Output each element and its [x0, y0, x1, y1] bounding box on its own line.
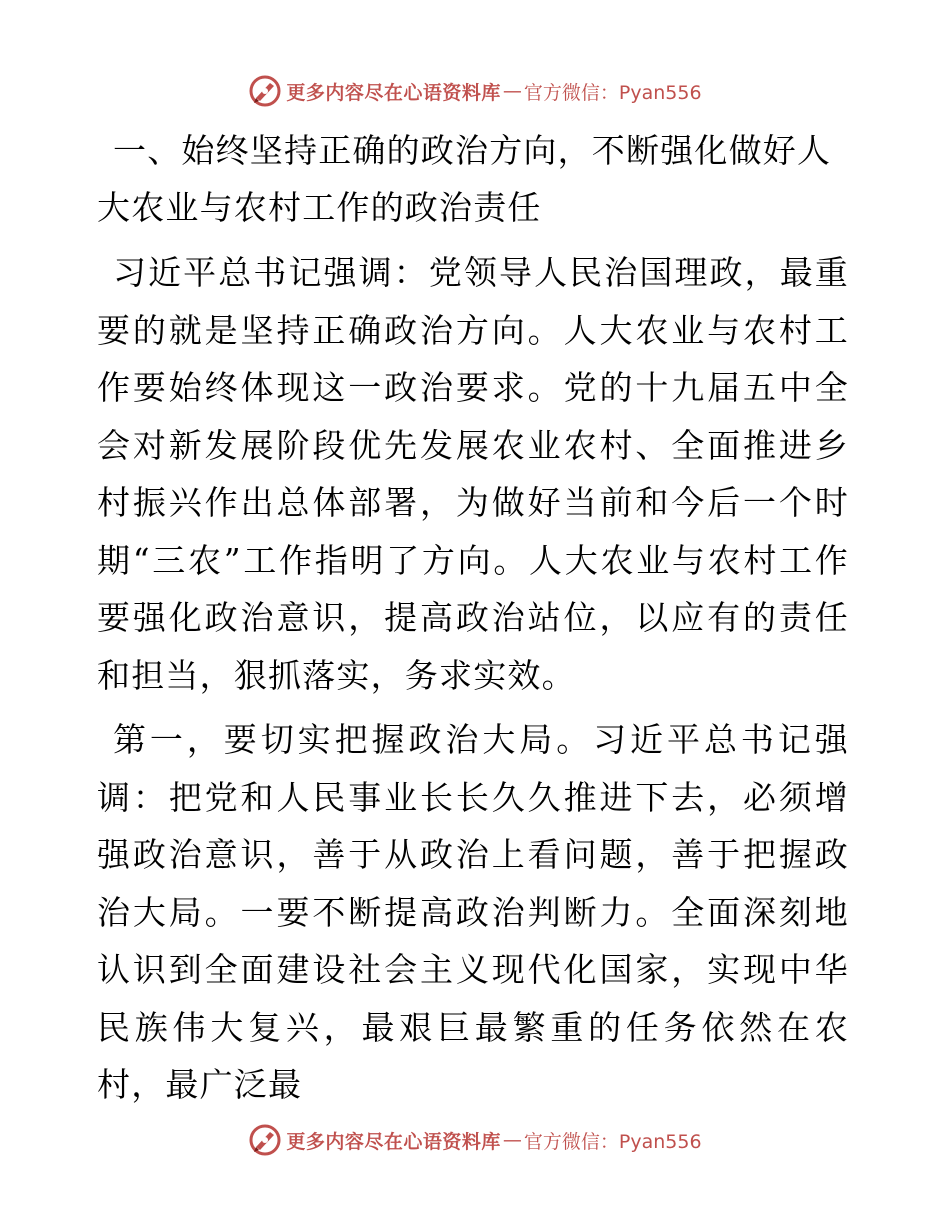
paragraph-2: 第一，要切实把握政治大局。习近平总书记强调：把党和人民事业长长久久推进下去，必须增强政治意识，善于从政治上看问题，善于把握政治大局。一要不断提高政治判断力。全面深刻地认识到全面建设社会主义现代化国家，实现中华民族伟大复兴，最艰巨最繁重的任务依然在农村，最广泛最: [97, 720, 849, 1104]
section-heading: 一、始终坚持正确的政治方向，不断强化做好人大农业与农村工作的政治责任: [97, 131, 832, 227]
pen-logo-icon: [248, 74, 282, 108]
footer-banner: [0, 1120, 950, 1160]
paragraph-1: 习近平总书记强调：党领导人民治国理政，最重要的就是坚持正确政治方向。人大农业与农村工作要始终体现这一政治要求。党的十九届五中全会对新发展阶段优先发展农业农村、全面推进乡村振兴作出总体部署，为做好当前和今后一个时期“三农”工作指明了方向。人大农业与农村工作要强化政治意识，提高政治站位，以应有的责任和担当，狠抓落实，务求实效。: [97, 253, 849, 695]
document-body: [97, 122, 849, 1121]
pen-logo-icon: [248, 1123, 282, 1157]
banner-dash: —: [502, 1129, 522, 1151]
banner-main-text: 更多内容尽在心语资料库: [286, 81, 501, 104]
banner-wechat-text: 官方微信：Pyan556: [523, 81, 702, 104]
header-banner: [0, 71, 950, 111]
banner-wechat-text: 官方微信：Pyan556: [523, 1130, 702, 1153]
banner-main-text: 更多内容尽在心语资料库: [286, 1130, 501, 1153]
banner-dash: —: [502, 80, 522, 102]
